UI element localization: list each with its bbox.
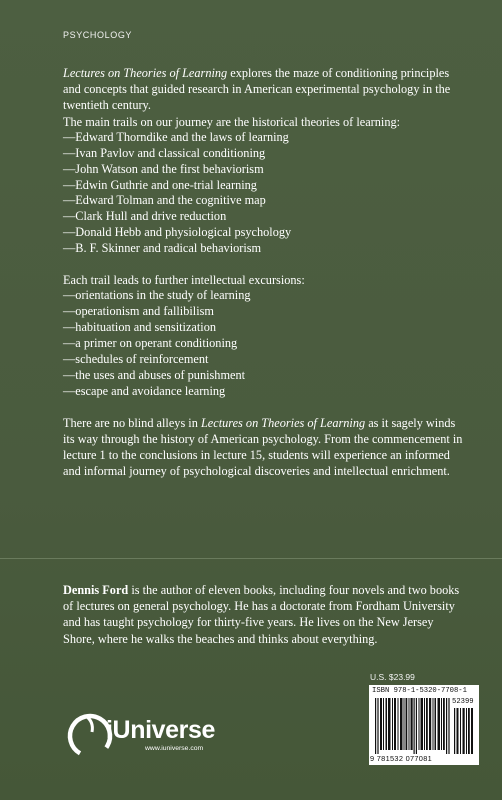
price-label: U.S. $23.99 xyxy=(370,672,415,682)
author-name: Dennis Ford xyxy=(63,583,129,597)
author-paragraph xyxy=(63,582,463,647)
blurb xyxy=(63,65,463,479)
list-item: —a primer on operant conditioning xyxy=(63,335,238,350)
closing-paragraph xyxy=(63,415,463,480)
list-item: —Ivan Pavlov and classical conditioning xyxy=(63,145,266,160)
list-item: —Edwin Guthrie and one-trial learning xyxy=(63,177,257,192)
excursions-lead: Each trail leads to further intellectual excursions: xyxy=(63,273,305,288)
barcode-bars-icon xyxy=(375,698,475,754)
list-item: —John Watson and the first behaviorism xyxy=(63,161,264,176)
book-title: Lectures on Theories of Learning xyxy=(200,415,366,430)
section-divider xyxy=(0,558,502,559)
barcode-addon: 52399 xyxy=(452,698,474,706)
closing-pre: There are no blind alleys in xyxy=(63,415,201,430)
author-bio xyxy=(63,582,463,647)
category-label: PSYCHOLOGY xyxy=(63,30,133,40)
excursions-list xyxy=(63,288,463,399)
list-item: —schedules of reinforcement xyxy=(63,351,209,366)
list-item: —habituation and sensitization xyxy=(63,320,216,335)
list-item: —the uses and abuses of punishment xyxy=(63,367,246,382)
list-item: —Edward Thorndike and the laws of learning xyxy=(63,129,289,144)
list-item: —operationism and fallibilism xyxy=(63,304,214,319)
list-item: —Clark Hull and drive reduction xyxy=(63,209,227,224)
publisher-name: iUniverse xyxy=(106,716,215,744)
book-title: Lectures on Theories of Learning xyxy=(63,66,228,80)
isbn-barcode xyxy=(369,685,479,765)
closing-text: as it sagely winds its way through the history of American psychology. From the commencement in lecture 1 to the conclusions in lecture 15, students will experience an informed and informal journey of psychological discoveries and intellectual enrichment. xyxy=(63,415,463,479)
intro-paragraph xyxy=(63,65,463,114)
list-item: —Donald Hebb and physiological psychology xyxy=(63,225,292,240)
list-item: —orientations in the study of learning xyxy=(63,288,251,303)
trails-list xyxy=(63,130,463,257)
list-item: —escape and avoidance learning xyxy=(63,383,226,398)
isbn-text: ISBN 978-1-5320-7708-1 xyxy=(372,687,467,695)
author-bio-text: is the author of eleven books, including four novels and two books of lectures on general psychology. He has a doctorate from Fordham University and has taught psychology for thirty-five years. He lives on the New Jersey Shore, where he walks the beaches and thinks about everything. xyxy=(63,583,460,646)
list-item: —B. F. Skinner and radical behaviorism xyxy=(63,241,262,256)
intro-text: explores the maze of conditioning principles and concepts that guided research in American experimental psychology in the twentieth century. xyxy=(63,66,451,113)
list-item: —Edward Tolman and the cognitive map xyxy=(63,193,266,208)
publisher-url: www.iuniverse.com xyxy=(145,745,204,752)
barcode-digits: 9 781532 077081 xyxy=(370,754,433,763)
trails-lead: The main trails on our journey are the historical theories of learning: xyxy=(63,114,401,129)
